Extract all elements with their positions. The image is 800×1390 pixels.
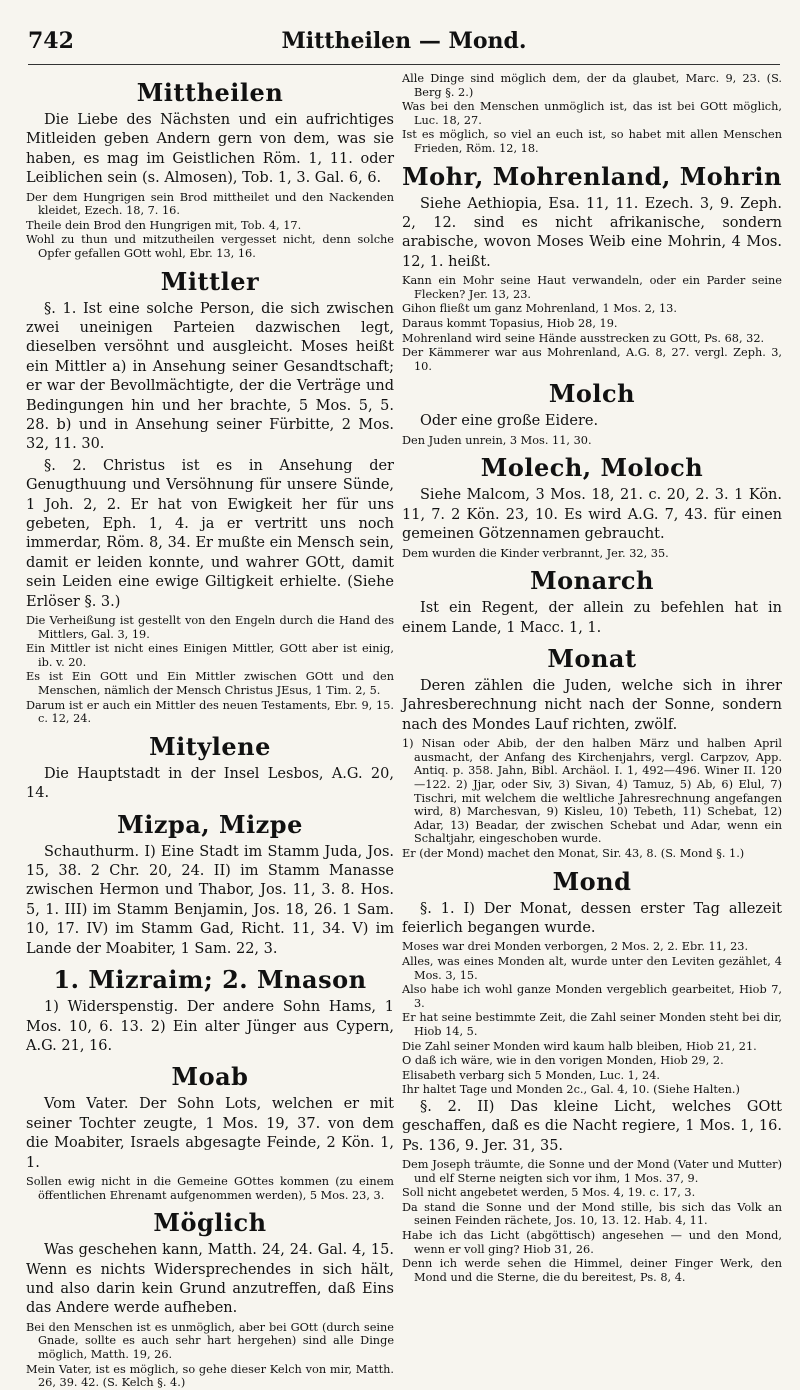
- entry-mizpa-mizpe: [26, 810, 394, 959]
- citation-line: Die Verheißung ist gestellt von den Engeln durch die Hand des Mittlers, Gal. 3, 19.: [26, 614, 394, 641]
- entry-mitylene: [26, 732, 394, 804]
- entry-continuation-0: [402, 72, 782, 156]
- entry-paragraph: Die Liebe des Nächsten und ein aufrichtiges Mitleiden geben Andern gern von dem, was sie haben, es mag im Geistlichen Röm. 1, 11. oder Leiblichen sein (s. Almosen), Tob. 1, 3. Gal. 6, 6.: [26, 112, 394, 187]
- citation-line: Kann ein Mohr seine Haut verwandeln, oder ein Parder seine Flecken? Jer. 13, 23.: [402, 274, 782, 301]
- entry-paragraph: Deren zählen die Juden, welche sich in ihrer Jahresberechnung nicht nach der Sonne, sondern nach des Mondes Lauf richten, zwölf.: [402, 677, 782, 733]
- left-column: [26, 72, 394, 1390]
- entry-mond: [402, 867, 782, 1097]
- citation-line: Soll nicht angebetet werden, 5 Mos. 4, 19. c. 17, 3.: [402, 1186, 696, 1200]
- citation-line: Ein Mittler ist nicht eines Einigen Mittler, GOtt aber ist einig, ib. v. 20.: [26, 642, 394, 669]
- citation-line: Mohrenland wird seine Hände ausstrecken zu GOtt, Ps. 68, 32.: [402, 331, 765, 345]
- entry-title: Monat: [547, 643, 637, 673]
- citation-line: Wohl zu thun und mitzutheilen vergesset nicht, denn solche Opfer gefallen GOtt wohl, Ebr. 13, 16.: [26, 233, 394, 260]
- entry-mohr-mohrenland-mohrin: [402, 162, 782, 374]
- entry-paragraph: Schauthurm. I) Eine Stadt im Stamm Juda, Jos. 15, 38. 2 Chr. 20, 24. II) im Stamm Manasse zwischen Hermon und Thabor, Jos. 11, 3. 8. Hos. 5, 1. III) im Stamm Benjamin, Jos. 18, 26. 1 Sam. 10, 17. IV) im Stamm Gad, Richt. 11, 34. V) im Lande der Moabiter, 1 Sam. 22, 3.: [26, 843, 394, 957]
- entry-title: 1. Mizraim; 2. Mnason: [53, 965, 367, 995]
- entry-title: Mittheilen: [136, 78, 284, 107]
- citation-line: Er (der Mond) machet den Monat, Sir. 43, 8. (S. Mond §. 1.): [402, 846, 745, 860]
- entry-title: Molch: [548, 379, 636, 409]
- citation-line: Er hat seine bestimmte Zeit, die Zahl seiner Monden steht bei dir, Hiob 14, 5.: [402, 1011, 782, 1038]
- page-number: 742: [28, 28, 74, 54]
- entry-monat: [402, 644, 782, 861]
- citation-line: Ist es möglich, so viel an euch ist, so habet mit allen Menschen Frieden, Röm. 12, 18.: [402, 128, 782, 155]
- entry-mittler: [26, 267, 394, 726]
- citation-line: Dem wurden die Kinder verbrannt, Jer. 32, 35.: [402, 546, 669, 560]
- citation-line: Daraus kommt Topasius, Hiob 28, 19.: [402, 316, 618, 330]
- entry-paragraph: Siehe Aethiopia, Esa. 11, 11. Ezech. 3, 9. Zeph. 2, 12. sind es nicht afrikanische, sondern arabische, wovon Moses Weib eine Mohrin, 4 Mos. 12, 1. heißt.: [402, 195, 782, 270]
- entry-molch: [402, 379, 782, 447]
- entry-paragraph: 1) Widerspenstig. Der andere Sohn Hams, 1 Mos. 10, 6. 13. 2) Ein alter Jünger aus Cypern, A.G. 21, 16.: [26, 999, 394, 1054]
- entry-title: Mizpa, Mizpe: [117, 809, 303, 839]
- citation-line: Gihon fließt um ganz Mohrenland, 1 Mos. 2, 13.: [402, 302, 677, 316]
- citation-line: Was bei den Menschen unmöglich ist, das ist bei GOtt möglich, Luc. 18, 27.: [402, 100, 782, 127]
- citation-line: Also habe ich wohl ganze Monden vergeblich gearbeitet, Hiob 7, 3.: [402, 983, 782, 1010]
- entry-paragraph: Die Hauptstadt in der Insel Lesbos, A.G. 20, 14.: [26, 765, 394, 802]
- entry-title: Mittler: [160, 266, 260, 296]
- entry-title: Mitylene: [149, 731, 271, 761]
- entry-paragraph: §. 2. II) Das kleine Licht, welches GOtt geschaffen, daß es die Nacht regiere, 1 Mos. 1, 16. Ps. 136, 9. Jer. 31, 35.: [402, 1098, 782, 1154]
- entry-molech-moloch: [402, 453, 782, 560]
- entry-title: Mohr, Mohrenland, Mohrin: [402, 161, 782, 191]
- citation-line: Es ist Ein GOtt und Ein Mittler zwischen GOtt und den Menschen, nämlich der Mensch Christus JEsus, 1 Tim. 2, 5.: [26, 670, 394, 698]
- citation-line: Die Zahl seiner Monden wird kaum halb bleiben, Hiob 21, 21.: [402, 1039, 757, 1053]
- citation-line: O daß ich wäre, wie in den vorigen Monden, Hiob 29, 2.: [402, 1054, 724, 1068]
- citation-line: Alles, was eines Monden alt, wurde unter den Leviten gezählet, 4 Mos. 3, 15.: [402, 954, 782, 982]
- citation-line: Mein Vater, ist es möglich, so gehe dieser Kelch von mir, Matth. 26, 39. 42. (S. Kelch §. 4.): [26, 1362, 394, 1390]
- citation-line: Bei den Menschen ist es unmöglich, aber bei GOtt (durch seine Gnade, sollte es auch sehr hart hergehen) sind alle Dinge möglich, Matth. 19, 26.: [26, 1320, 394, 1361]
- entry-paragraph: Vom Vater. Der Sohn Lots, welchen er mit seiner Tochter zeugte, 1 Mos. 19, 37. von dem die Moabiter, Israels abgesagte Feinde, 2 Kön. 1, 1.: [26, 1096, 394, 1171]
- citation-line: Sollen ewig nicht in die Gemeine GOttes kommen (zu einem öffentlichen Ehrenamt aufgenommen werden), 5 Mos. 23, 3.: [26, 1174, 394, 1202]
- entry-title: Monarch: [530, 566, 654, 596]
- citation-line: Theile dein Brod den Hungrigen mit, Tob. 4, 17.: [26, 218, 302, 232]
- citation-line: Da stand die Sonne und der Mond stille, bis sich das Volk an seinen Feinden rächete, Jos. 10, 13. 12. Hab. 4, 11.: [402, 1200, 782, 1228]
- right-column: [402, 72, 782, 1288]
- entry-paragraph: §. 1. Ist eine solche Person, die sich zwischen zwei uneinigen Parteien dazwischen legt, dieselben versöhnt und ausgleicht. Moses heißt ein Mittler a) in Ansehung seiner Gesandtschaft; er war der Bevollmächtigte, der die Verträge und Bedingungen hin und her brachte, 5 Mos. 5, 5. 28. b) und in Ansehung seiner Fürbitte, 2 Mos. 32, 11. 30.: [26, 300, 394, 453]
- citation-line: Dem Joseph träumte, die Sonne und der Mond (Vater und Mutter) und elf Sterne neigten sich vor ihm, 1 Mos. 37, 9.: [402, 1158, 782, 1185]
- entry-1-mizraim-2-mnason: [26, 965, 394, 1056]
- citation-line: Darum ist er auch ein Mittler des neuen Testaments, Ebr. 9, 15. c. 12, 24.: [26, 698, 394, 726]
- running-title: Mittheilen — Mond.: [281, 28, 527, 54]
- entry-title: Mond: [552, 866, 632, 896]
- citation-line: Ihr haltet Tage und Monden 2c., Gal. 4, 10. (Siehe Halten.): [402, 1083, 740, 1097]
- citation-line: Elisabeth verbarg sich 5 Monden, Luc. 1, 24.: [402, 1068, 661, 1082]
- entry-paragraph: Was geschehen kann, Matth. 24, 24. Gal. 4, 15. Wenn es nichts Widersprechendes in sich hält, und also darin kein Grund anzutreffen, daß Eins das Andere werde aufheben.: [26, 1242, 394, 1317]
- entry-paragraph: §. 1. I) Der Monat, dessen erster Tag allezeit feierlich begangen wurde.: [402, 900, 782, 936]
- citation-line: Habe ich das Licht (abgöttisch) angesehen — und den Mond, wenn er voll ging? Hiob 31, 26.: [402, 1229, 782, 1256]
- entry-title: Möglich: [153, 1208, 267, 1238]
- citation-line: 1) Nisan oder Abib, der den halben März und halben April ausmacht, der Anfang des Kirchenjahrs, vergl. Carpzov, App. Antiq. p. 358. Jahn, Bibl. Archäol. I. 1, 492—496. Winer II. 120—122. 2) Jjar, oder Siv, 3) Sivan, 4) Tamuz, 5) Ab, 6) Elul, 7) Tischri, mit welchem die weltliche Jahresrechnung angefangen wird, 8) Marchesvan, 9) Kisleu, 10) Tebeth, 11) Schebat, 12) Adar, 13) Beadar, der zwischen Schebat und Adar, wenn ein Schaltjahr, eingeschoben wurde.: [402, 737, 782, 846]
- entry-paragraph: Oder eine große Eidere.: [420, 413, 599, 430]
- citation-line: Denn ich werde sehen die Himmel, deiner Finger Werk, den Mond und die Sterne, die du bereitest, Ps. 8, 4.: [402, 1257, 782, 1284]
- citation-line: Moses war drei Monden verborgen, 2 Mos. 2, 2. Ebr. 11, 23.: [402, 940, 749, 954]
- entry-moab: [26, 1062, 394, 1202]
- entry-paragraph: Siehe Malcom, 3 Mos. 18, 21. c. 20, 2. 3. 1 Kön. 11, 7. 2 Kön. 23, 10. Es wird A.G. 7, 43. für einen gemeinen Götzennamen gebraucht.: [402, 487, 782, 543]
- citation-line: Den Juden unrein, 3 Mos. 11, 30.: [402, 433, 592, 447]
- citation-line: Der Kämmerer war aus Mohrenland, A.G. 8, 27. vergl. Zeph. 3, 10.: [402, 346, 782, 373]
- entry-paragraph: §. 2. Christus ist es in Ansehung der Genugthuung und Versöhnung für unsere Sünde, 1 Joh. 2, 2. Er hat von Ewigkeit her für uns gebeten, Eph. 1, 4. ja er vertritt uns noch immerdar, Röm. 8, 34. Er mußte ein Mensch sein, damit er leiden konnte, und wahrer GOtt, damit sein Leiden eine ewige Giltigkeit erhielte. (Siehe Erlöser §. 3.): [26, 457, 394, 610]
- entry-title: Molech, Moloch: [480, 453, 704, 483]
- entry-monarch: [402, 566, 782, 638]
- citation-line: Der dem Hungrigen sein Brod mittheilet und den Nackenden kleidet, Ezech. 18, 7. 16.: [26, 190, 394, 218]
- entry-paragraph: Ist ein Regent, der allein zu befehlen hat in einem Lande, 1 Macc. 1, 1.: [402, 600, 782, 636]
- entry-continuation-7: [402, 1098, 782, 1285]
- entry-mittheilen: [26, 78, 394, 261]
- entry-title: Moab: [171, 1062, 249, 1092]
- page-header: [28, 22, 780, 65]
- entry-m-glich: [26, 1208, 394, 1390]
- citation-line: Alle Dinge sind möglich dem, der da glaubet, Marc. 9, 23. (S. Berg §. 2.): [402, 72, 782, 99]
